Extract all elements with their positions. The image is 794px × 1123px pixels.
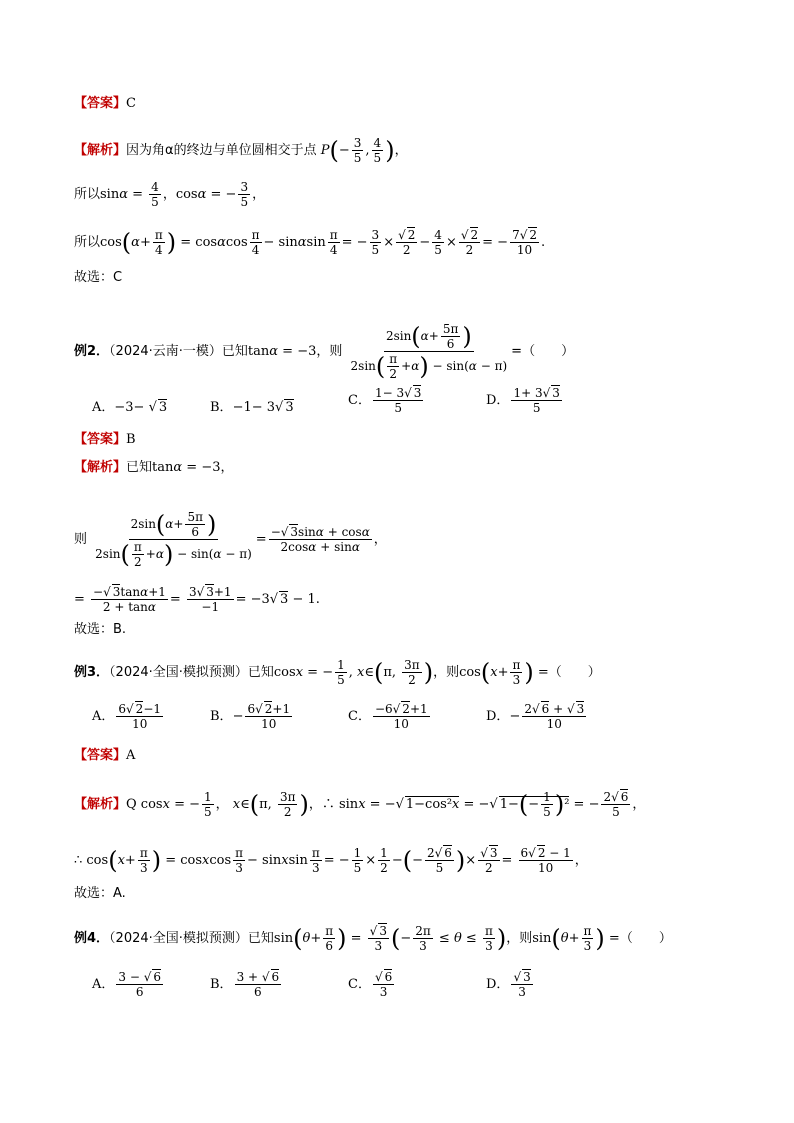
ex2-answer-line: 【答案】B — [74, 432, 136, 447]
analysis-tag: 【解析】 — [74, 143, 127, 158]
ex1-analysis-line3: 所以cos(α+ $\frac{\pi}{4}$ ) = cosαcos $\frac{\pi}{4}$ − sinαsin $\frac{\pi}{4}$ = − $\frac{3}{5}$ × $\frac{√ 2}{2}$ − $\frac{4}{5}$ × $\frac{√ 2}{2}$ = − $\frac{7√ 2}{10}$ . — [74, 228, 546, 257]
ex3-option-d[interactable]: D．− $\frac{2√ 6 + √ 3}{10}$ — [486, 702, 585, 731]
ex3-option-a[interactable]: A． $\frac{6√ 2-1}{10}$ — [92, 702, 162, 731]
ex3-option-b[interactable]: B．− $\frac{6√ 2+1}{10}$ — [210, 702, 291, 731]
ex4-option-b[interactable]: B． $\frac{3 + √ 6}{6}$ — [210, 970, 280, 999]
ex3-question: 例3．（2024·全国·模拟预测）已知cosx = − $\frac{1}{5}$ , x∈(π, $\frac{3\pi}{2}$ )，则cos(x+ $\frac{\pi}{3}$ ) =（ ） — [74, 658, 601, 687]
ex2-option-c[interactable]: C． $\frac{1- 3√ 3}{5}$ — [348, 386, 422, 415]
ex2-analysis-line3: = $\frac{-√ 3\tan\alpha+1}{2 + \tan\alpha}$ = $\frac{3√ 3+1}{-1}$ = −3√ 3 − 1. — [74, 585, 320, 614]
ex2-option-b[interactable]: B．−1− 3√ 3 — [210, 400, 294, 415]
ex4-option-c[interactable]: C． $\frac{√ 6}{3}$ — [348, 970, 393, 999]
ex2-conclusion: 故选：B. — [74, 622, 127, 637]
ex2-analysis-line1: 【解析】已知tanα = −3， — [74, 460, 234, 475]
ex3-option-c[interactable]: C． $\frac{-6√ 2+1}{10}$ — [348, 702, 428, 731]
ex2-label: 例2． — [74, 344, 110, 359]
ex1-answer-line — [74, 96, 136, 112]
ex2-question: 例2．（2024·云南·一模）已知tanα = −3，则 2sin(α+ $\frac{5\pi}{6}$ ) 2sin( $\frac{\pi}{2}$ +α) − sin(α − π) =（ ） — [74, 322, 575, 381]
ex1-analysis-line1 — [74, 136, 408, 165]
ex2-option-d[interactable]: D． $\frac{1+ 3√ 3}{5}$ — [486, 386, 560, 415]
ex2-option-a[interactable]: A．−3− √ 3 — [92, 400, 168, 415]
analysis-text: 因为角α的终边与单位圆相交于点 — [126, 143, 317, 158]
ex2-analysis-line2: 则 2sin(α+ $\frac{5\pi}{6}$ ) 2sin( $\frac{\pi}{2}$ +α) − sin(α − π) = $\frac{-√ 3\sin\alpha + \cos\alpha}{2\cos\alpha + \sin\alpha}$ ， — [74, 510, 387, 569]
ex3-analysis-line2: ∴ cos(x+ $\frac{\pi}{3}$ ) = cosxcos $\frac{\pi}{3}$ − sinxsin $\frac{\pi}{3}$ = − $\frac{1}{5}$ × $\frac{1}{2}$ −(− $\frac{2√ 6}{5}$ )× $\frac{√ 3}{2}$ = $\frac{6√ 2 - 1}{10}$ ， — [74, 846, 588, 875]
ex4-option-d[interactable]: D． $\frac{√ 3}{3}$ — [486, 970, 531, 999]
answer-value: C — [126, 96, 136, 111]
point-p-formula: P(− $\frac{3}{5}$ , $\frac{4}{5}$ )， — [320, 136, 408, 165]
ex3-answer-line: 【答案】A — [74, 748, 136, 763]
ex4-option-a[interactable]: A． $\frac{3 - √ 6}{6}$ — [92, 970, 161, 999]
ex1-conclusion: 故选：C — [74, 270, 123, 285]
ex1-analysis-line2: 所以sinα = $\frac{4}{5}$ ，cosα = − $\frac{3}{5}$ ， — [74, 180, 266, 209]
ex3-analysis-line1: 【解析】Q cosx = − $\frac{1}{5}$ ， x∈(π, $\frac{3\pi}{2}$ )，∴ sinx = −√ 1−cos²x = −√ 1−(− $\frac{1}{5}$ )² = − $\frac{2√ 6}{5}$ ， — [74, 790, 646, 819]
answer-tag: 【答案】 — [74, 96, 127, 111]
ex2-expression: 2sin(α+ $\frac{5\pi}{6}$ ) 2sin( $\frac{\pi}{2}$ +α) − sin(α − π) — [350, 322, 508, 381]
ex4-question: 例4．（2024·全国·模拟预测）已知sin(θ+ $\frac{\pi}{6}$ ) = $\frac{√ 3}{3}$ (− $\frac{2\pi}{3}$ ≤ θ ≤ $\frac{\pi}{3}$ )，则sin(θ+ $\frac{\pi}{3}$ ) =（ ） — [74, 924, 672, 953]
ex3-conclusion: 故选：A. — [74, 886, 126, 901]
